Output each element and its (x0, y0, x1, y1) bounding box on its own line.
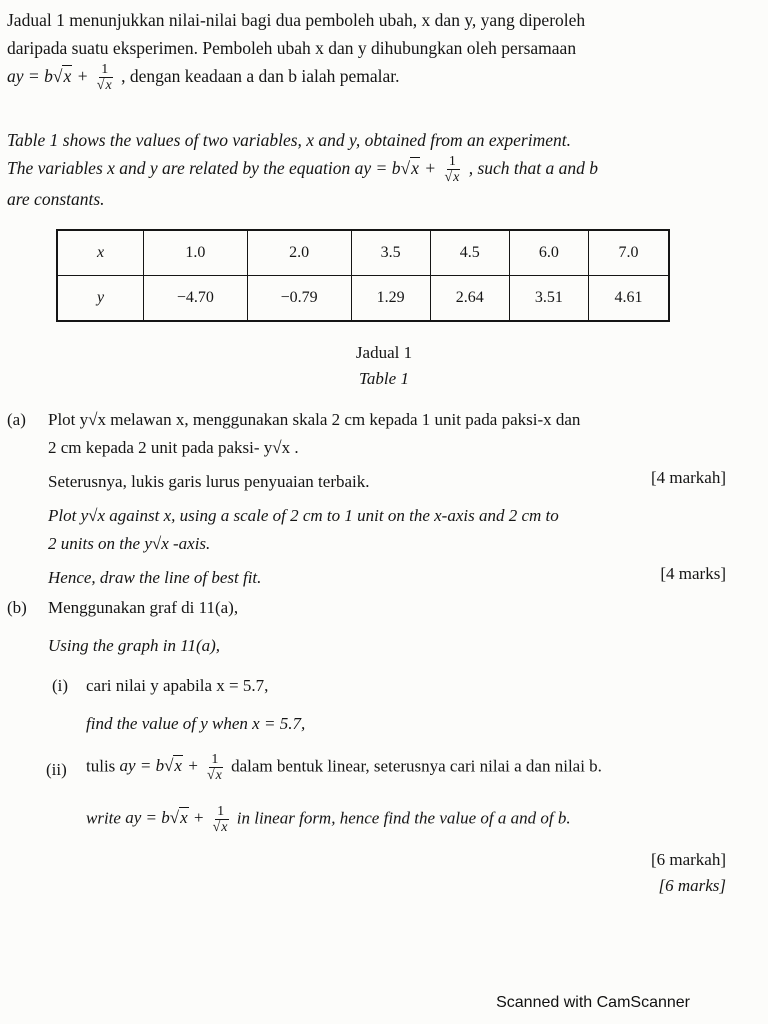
part-a-ms-line1: Plot y√x melawan x, menggunakan skala 2 cm kepada 1 unit pada paksi-x dan (48, 410, 581, 429)
numerator: 1 (211, 752, 219, 767)
radicand: x (180, 808, 188, 828)
sqrt-x: √x (164, 756, 182, 776)
x-value-cell: 4.5 (430, 230, 509, 276)
x-value-cell: 6.0 (509, 230, 588, 276)
y-value-cell: −4.70 (144, 276, 248, 322)
equation-lhs: ay = b (119, 756, 165, 776)
radicand: x (174, 756, 182, 776)
part-b-marks-ms: [6 markah] (650, 850, 726, 869)
x-value-cell: 2.0 (247, 230, 351, 276)
denominator-radicand: x (453, 170, 460, 186)
equation-ms (7, 62, 121, 94)
radicand: x (411, 158, 419, 178)
fraction-1-over-sqrt-x: $\frac{1}{√x}$ (212, 804, 228, 835)
part-b-ii-ms (86, 752, 728, 783)
denominator-radicand: x (221, 820, 228, 835)
intro-ms-line3: , dengan keadaan a dan b ialah pemalar. (121, 66, 400, 86)
equation-lhs: ay = b (125, 808, 170, 828)
fraction-1-over-sqrt-x: $\frac{1}{√x}$ (444, 154, 460, 186)
x-value-cell: 3.5 (351, 230, 430, 276)
fraction-1-over-sqrt-x: $\frac{1}{√x}$ (96, 62, 112, 94)
plus-sign: + (192, 808, 205, 828)
y-value-cell: 4.61 (588, 276, 669, 322)
part-b-ii-ms-prefix: tulis (86, 756, 116, 776)
table-caption-en: Table 1 (359, 369, 409, 388)
table-row-y (57, 276, 669, 322)
radicand: x (63, 66, 72, 86)
intro-en-line2-suffix: , such that a and b (468, 158, 599, 178)
numerator: 1 (101, 62, 109, 78)
intro-ms-line1: Jadual 1 menunjukkan nilai-nilai bagi dua pemboleh ubah, x dan y, yang diperoleh (7, 10, 586, 30)
fraction-1-over-sqrt-x: $\frac{1}{√x}$ (206, 752, 222, 783)
sqrt-x: √x (52, 66, 72, 86)
x-header-cell: x (57, 230, 144, 276)
part-b-ii-en-suffix: in linear form, hence find the value of a and of b. (236, 808, 571, 828)
denominator-radicand: x (105, 78, 112, 94)
equation-lhs: ay = b (7, 66, 53, 86)
plus-sign: + (76, 66, 89, 86)
y-header-cell: y (57, 276, 144, 322)
intro-en-line2: The variables x and y are related by the equation (7, 158, 351, 178)
equation-ii-en (125, 804, 237, 835)
part-b-label: (b) (7, 598, 27, 617)
y-value-cell: 3.51 (509, 276, 588, 322)
table-row-x (57, 230, 669, 276)
part-a-en-line1: Plot y√x against x, using a scale of 2 cm to 1 unit on the x-axis and 2 cm to (48, 506, 559, 525)
part-a-marks-ms: [4 markah] (650, 468, 726, 487)
denominator-radicand: x (215, 768, 222, 783)
equation-en (354, 154, 469, 186)
plus-sign: + (424, 158, 437, 178)
part-b-marks-en: [6 marks] (658, 876, 726, 895)
part-b-ii-en-prefix: write (86, 808, 121, 828)
camscanner-watermark: Scanned with CamScanner (496, 994, 690, 1011)
part-b-i-en: find the value of y when x = 5.7, (86, 714, 306, 733)
intro-ms-line2: daripada suatu eksperimen. Pemboleh ubah x dan y dihubungkan oleh persamaan (7, 38, 577, 58)
intro-en-line3: are constants. (7, 189, 105, 210)
y-value-cell: −0.79 (247, 276, 351, 322)
y-value-cell: 2.64 (430, 276, 509, 322)
part-a-ms-line3: Seterusnya, lukis garis lurus penyuaian terbaik. (48, 472, 370, 491)
intro-en (7, 126, 731, 213)
x-value-cell: 1.0 (144, 230, 248, 276)
equation-lhs: ay = b (354, 158, 401, 178)
part-a-en-line2: 2 units on the y√x -axis. (48, 534, 211, 553)
data-table (56, 229, 670, 322)
numerator: 1 (448, 154, 456, 170)
part-a (48, 406, 728, 592)
part-b-ii-label: (ii) (46, 760, 67, 779)
part-b-i-ms: cari nilai y apabila x = 5.7, (86, 676, 269, 695)
part-b-intro-ms: Menggunakan graf di 11(a), (48, 598, 239, 617)
intro-ms (7, 6, 731, 93)
numerator: 1 (217, 804, 225, 819)
table-caption-ms: Jadual 1 (355, 343, 413, 362)
part-a-label: (a) (7, 410, 26, 429)
intro-en-line1: Table 1 shows the values of two variables, x and y, obtained from an experiment. (7, 130, 571, 150)
plus-sign: + (187, 756, 199, 776)
part-a-marks-en: [4 marks] (660, 564, 726, 583)
part-b-intro-en: Using the graph in 11(a), (48, 636, 221, 655)
part-a-en-line3: Hence, draw the line of best fit. (48, 568, 262, 587)
part-b-ii-ms-suffix: dalam bentuk linear, seterusnya cari nilai a dan nilai b. (231, 756, 602, 776)
part-a-ms-line2: 2 cm kepada 2 unit pada paksi- y√x . (48, 438, 299, 457)
y-value-cell: 1.29 (351, 276, 430, 322)
sqrt-x: √x (400, 158, 419, 178)
part-b-i-label: (i) (52, 676, 69, 695)
equation-ii-ms (119, 752, 232, 783)
x-value-cell: 7.0 (588, 230, 669, 276)
sqrt-x: √x (169, 808, 188, 828)
part-b-ii-en (86, 804, 728, 835)
